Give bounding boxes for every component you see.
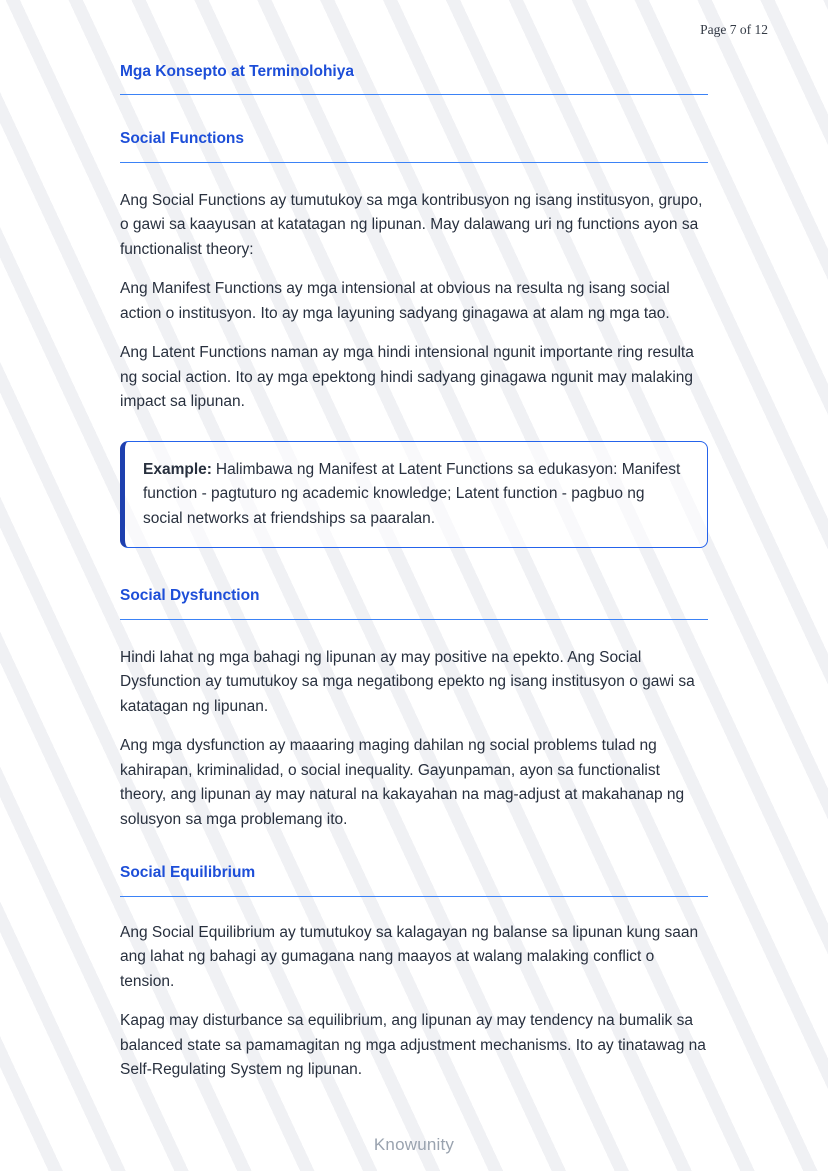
page-number: Page 7 of 12	[700, 22, 768, 37]
section-social-equilibrium	[120, 861, 708, 1082]
section-heading-social-dysfunction: Social Dysfunction	[120, 584, 708, 619]
spacer	[120, 847, 708, 861]
paragraph: Ang Social Equilibrium ay tumutukoy sa kalagayan ng balanse sa lipunan kung saan ang lahat ng bahagi ay gumagana nang maayos at walang malaking conflict o tension.	[120, 923, 699, 990]
section-heading-social-equilibrium: Social Equilibrium	[120, 861, 708, 896]
section-social-dysfunction	[120, 584, 708, 832]
example-callout-box	[120, 441, 708, 548]
section-social-functions	[120, 127, 708, 548]
paragraph: Kapag may disturbance sa equilibrium, ang lipunan ay may tendency na bumalik sa balanced state sa pamamagitan ng mga adjustment mechanisms. Ito ay tinatawag na Self-Regulating System ng lipunan.	[120, 1012, 706, 1079]
paragraph: Ang Manifest Functions ay mga intensional at obvious na resulta ng isang social action o institusyon. Ito ay mga layuning sadyang ginagawa at alam ng mga tao.	[120, 280, 670, 322]
paragraph: Hindi lahat ng mga bahagi ng lipunan ay may positive na epekto. Ang Social Dysfunction ay tumutukoy sa mga negatibong epekto ng isang institusyon o gawi sa katatagan ng lipunan.	[120, 648, 695, 715]
main-heading: Mga Konsepto at Terminolohiya	[120, 60, 708, 95]
paragraph: Ang Latent Functions naman ay mga hindi intensional ngunit importante ring resulta ng social action. Ito ay mga epektong hindi sadyang ginagawa ngunit may malaking impact sa lipunan.	[120, 344, 694, 411]
section-heading-social-functions: Social Functions	[120, 127, 708, 162]
paragraph: Ang Social Functions ay tumutukoy sa mga kontribusyon ng isang institusyon, grupo, o gawi sa kaayusan at katatagan ng lipunan. May dalawang uri ng functions ayon sa functionalist theory:	[120, 191, 703, 258]
example-text: Halimbawa ng Manifest at Latent Functions sa edukasyon: Manifest function - pagtuturo ng academic knowledge; Latent function - pagbuo ng social networks at friendships sa paaralan.	[143, 460, 681, 527]
document-content	[120, 60, 708, 1098]
paragraph: Ang mga dysfunction ay maaaring maging dahilan ng social problems tulad ng kahirapan, kriminalidad, o social inequality. Gayunpaman, ayon sa functionalist theory, ang lipunan ay may natural na kakayahan na mag-adjust at makahanap ng solusyon sa mga problemang ito.	[120, 737, 685, 828]
footer-brand: Knowunity	[373, 1135, 455, 1154]
example-label: Example:	[143, 460, 212, 478]
